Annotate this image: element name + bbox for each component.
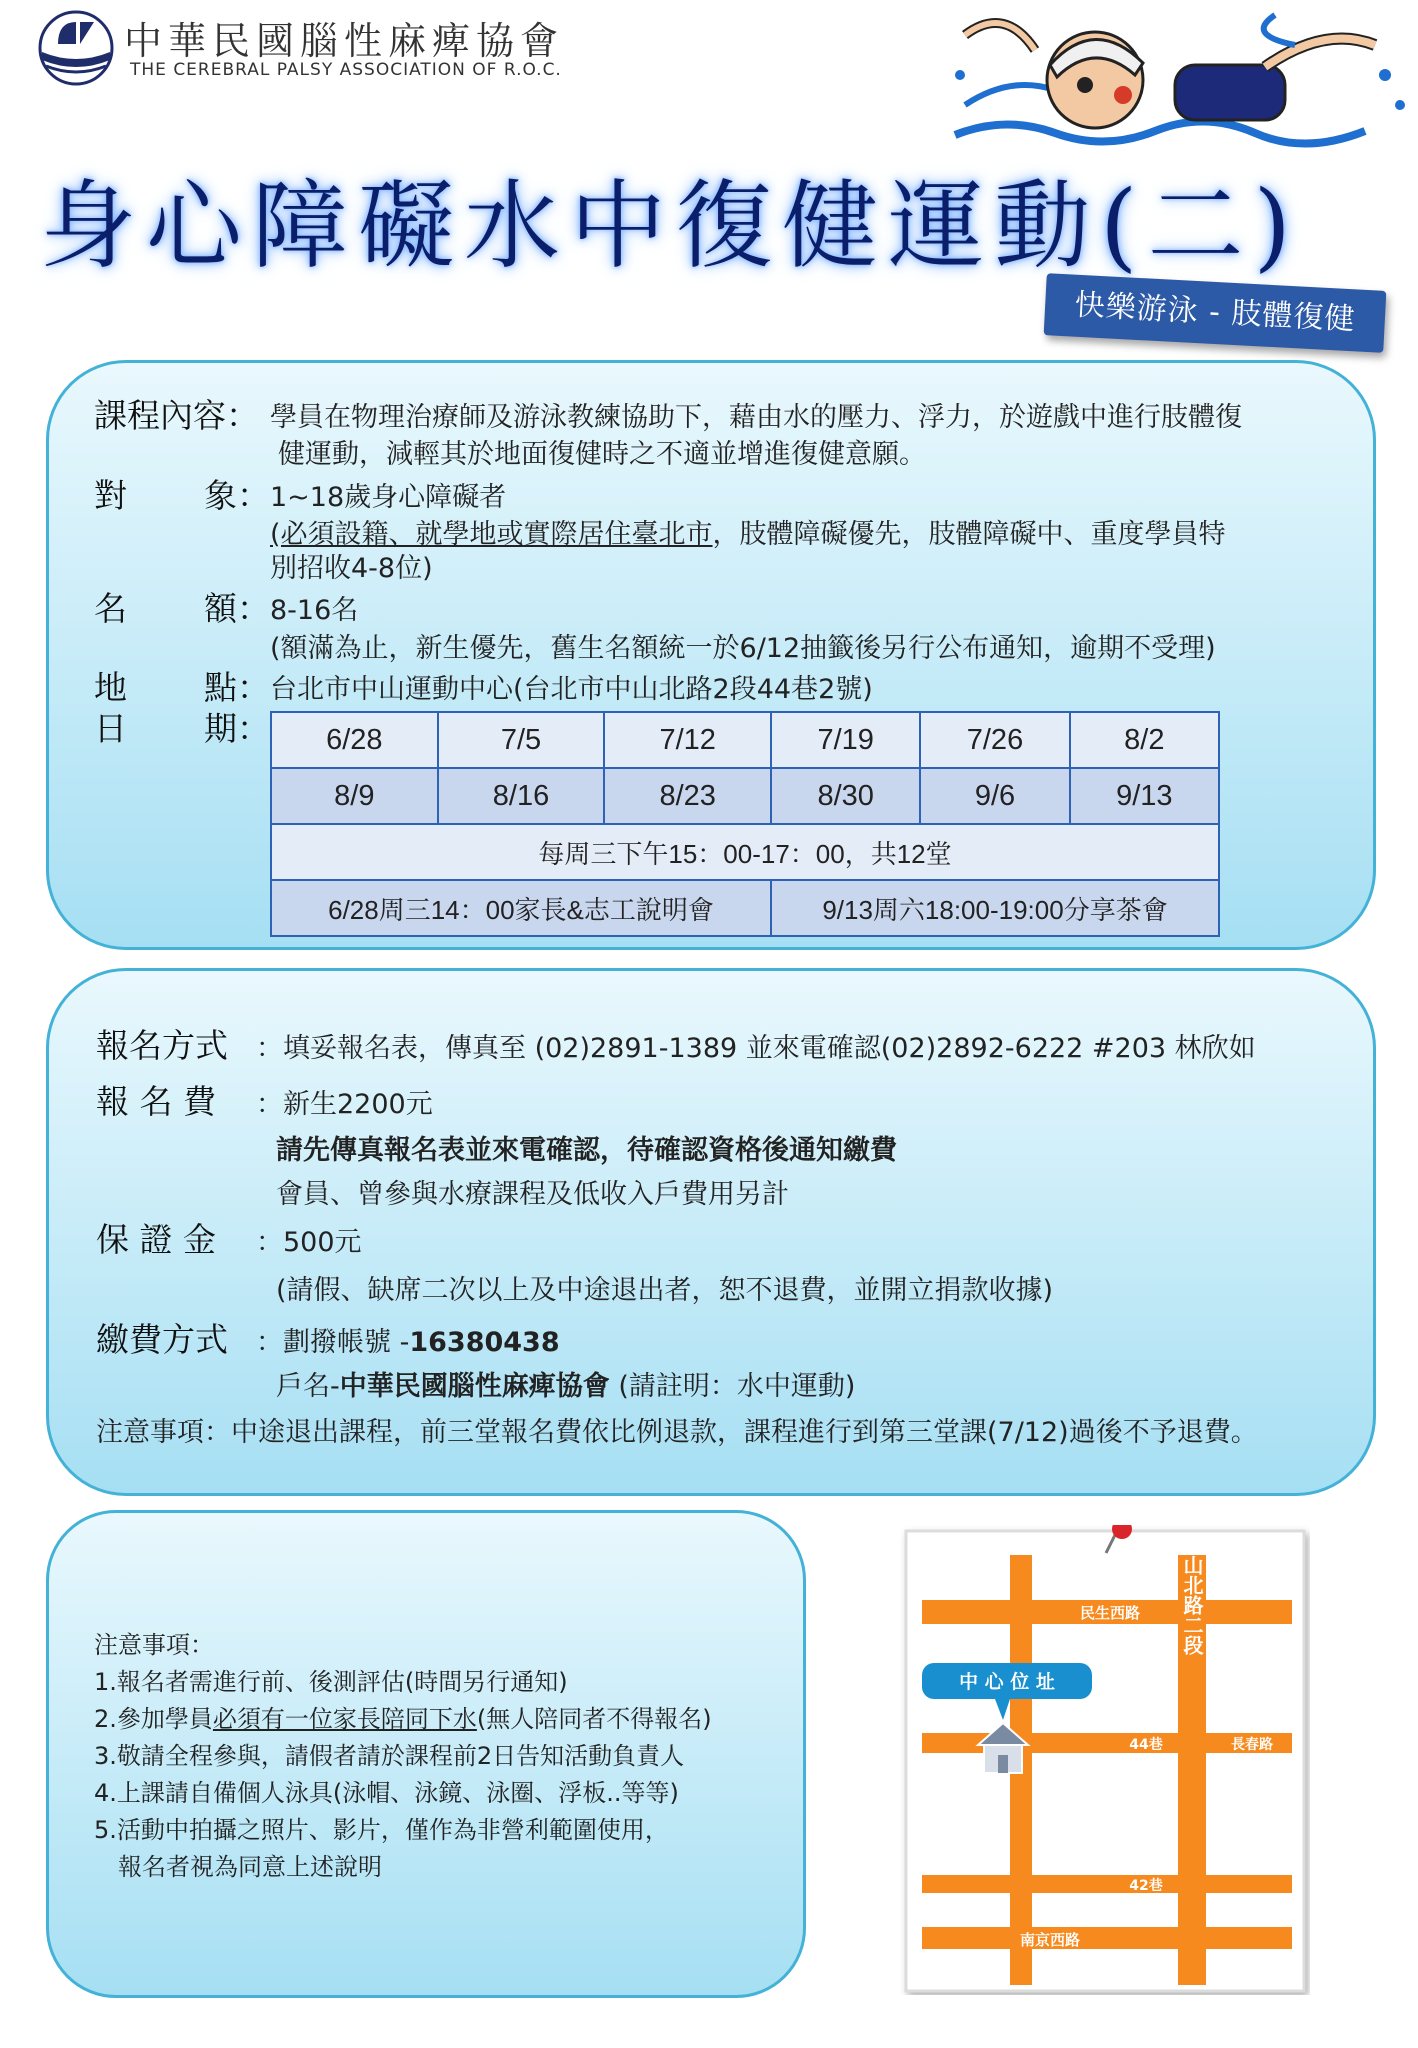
note-item-2 <box>94 1699 712 1734</box>
deposit-note: (請假、缺席二次以上及中途退出者，恕不退費，並開立捐款收據) <box>276 1275 1054 1306</box>
schedule-date: 7/5 <box>438 712 605 768</box>
schedule-event-2: 9/13周六18:00-19:00分享茶會 <box>771 880 1219 936</box>
deposit-value: ：500元 <box>256 1227 362 1258</box>
fee-note: 會員、曾參與水療課程及低收入戶費用另計 <box>276 1179 789 1210</box>
schedule-date: 8/23 <box>604 768 771 824</box>
schedule-date: 9/13 <box>1070 768 1219 824</box>
location-label-1: 地 <box>94 668 127 707</box>
schedule-table <box>270 711 1220 937</box>
fee-bold-note: 請先傳真報名表並來電確認，待確認資格後通知繳費 <box>276 1135 897 1166</box>
schedule-date: 6/28 <box>271 712 438 768</box>
location-label-2: 點： <box>204 668 270 707</box>
date-label-1: 日 <box>94 709 127 748</box>
road-label-zhongshan: 中山北路二段 <box>1180 1535 1204 1655</box>
schedule-event-1: 6/28周三14：00家長&志工說明會 <box>271 880 771 936</box>
quota-label-2: 額： <box>204 589 270 628</box>
deposit-label: 保 證 金 <box>96 1220 216 1259</box>
schedule-date: 8/30 <box>771 768 920 824</box>
target-line-2-rest: ，肢體障礙優先，肢體障礙中、重度學員特 <box>712 519 1226 550</box>
road-label-nanjing: 南京西路 <box>1019 1931 1081 1949</box>
target-line-1: 1~18歲身心障礙者 <box>270 482 507 513</box>
schedule-date: 8/16 <box>438 768 605 824</box>
schedule-date: 9/6 <box>920 768 1069 824</box>
note-item-1: 1.報名者需進行前、後測評估(時間另行通知) <box>94 1668 568 1696</box>
refund-notice: 注意事項：中途退出課程，前三堂報名費依比例退款，課程進行到第三堂課(7/12)過後不予退費。 <box>96 1417 1258 1448</box>
center-label: 中 心 位 址 <box>959 1671 1055 1693</box>
schedule-row <box>271 768 1219 824</box>
road-42-lane-shape <box>922 1875 1292 1893</box>
road-label-44-lane: 44巷 <box>1129 1737 1163 1753</box>
swimmer-illustration-icon <box>945 5 1415 155</box>
note-item-5-line-1: 5.活動中拍攝之照片、影片，僅作為非營利範圍使用， <box>94 1816 669 1844</box>
association-logo-icon <box>36 8 116 88</box>
payee-line <box>276 1364 855 1403</box>
location-value: 台北市中山運動中心(台北市中山北路2段44巷2號) <box>270 674 873 705</box>
fee-label: 報 名 費 <box>96 1082 216 1121</box>
schedule-time-row <box>271 824 1219 880</box>
note-item-5-line-2: 報名者視為同意上述說明 <box>118 1853 382 1881</box>
payment-account: 16380438 <box>409 1327 560 1358</box>
subtitle-badge: 快樂游泳 - 肢體復健 <box>1044 273 1387 353</box>
note-item-2-pre: 2.參加學員 <box>94 1705 213 1733</box>
note-item-4: 4.上課請自備個人泳具(泳帽、泳鏡、泳圈、浮板..等等) <box>94 1779 679 1807</box>
fee-value: ：新生2200元 <box>256 1089 433 1120</box>
payee-name: 中華民國腦性麻痺協會 <box>339 1371 610 1402</box>
content-line-1: 學員在物理治療師及游泳教練協助下，藉由水的壓力、浮力，於遊戲中進行肢體復 <box>270 402 1242 433</box>
target-line-2-underlined: (必須設籍、就學地或實際居住臺北市 <box>270 519 713 550</box>
payment-value <box>256 1320 560 1359</box>
schedule-row <box>271 712 1219 768</box>
note-item-2-post: (無人陪同者不得報名) <box>476 1705 712 1733</box>
road-label-42-lane: 42巷 <box>1129 1878 1163 1894</box>
method-label: 報名方式 <box>96 1026 228 1065</box>
schedule-date: 8/9 <box>271 768 438 824</box>
payment-label: 繳費方式 <box>96 1320 228 1359</box>
road-nanjing-shape <box>922 1927 1292 1949</box>
org-name-en: THE CEREBRAL PALSY ASSOCIATION OF R.O.C. <box>130 60 562 80</box>
road-label-changchun: 長春路 <box>1231 1737 1273 1753</box>
schedule-date: 7/19 <box>771 712 920 768</box>
road-label-minsheng: 民生西路 <box>1079 1604 1141 1622</box>
quota-line-1: 8-16名 <box>270 595 359 626</box>
schedule-event-row <box>271 880 1219 936</box>
notes-heading: 注意事項： <box>94 1631 214 1659</box>
payee-prefix: 戶名- <box>276 1371 340 1402</box>
quota-line-2: (額滿為止，新生優先，舊生名額統一於6/12抽籤後另行公布通知，逾期不受理) <box>270 633 1216 664</box>
content-line-2: 健運動，減輕其於地面復健時之不適並增進復健意願。 <box>278 439 926 470</box>
content-label: 課程內容： <box>94 396 259 435</box>
target-line-3: 別招收4-8位) <box>270 553 433 584</box>
payment-prefix: ：劃撥帳號 - <box>256 1327 410 1358</box>
note-item-3: 3.敬請全程參與，請假者請於課程前2日告知活動負責人 <box>94 1742 685 1770</box>
schedule-date: 8/2 <box>1070 712 1219 768</box>
method-value: ：填妥報名表，傳真至 (02)2891-1389 並來電確認(02)2892-6222 #203 林欣如 <box>256 1033 1256 1064</box>
schedule-date: 7/26 <box>920 712 1069 768</box>
quota-label-1: 名 <box>94 589 127 628</box>
date-label-2: 期： <box>204 709 270 748</box>
payee-note: (請註明：水中運動) <box>609 1371 856 1402</box>
target-label-2: 象： <box>204 476 270 515</box>
org-name-cn: 中華民國腦性麻痺協會 <box>124 19 565 63</box>
target-label-1: 對 <box>94 476 127 515</box>
note-item-2-underlined: 必須有一位家長陪同下水 <box>212 1705 477 1733</box>
location-map <box>900 1525 1310 1995</box>
schedule-time-note: 每周三下午15：00-17：00，共12堂 <box>271 824 1219 880</box>
schedule-date: 7/12 <box>604 712 771 768</box>
page-title: 身心障礙水中復健運動(二) <box>40 170 1301 282</box>
